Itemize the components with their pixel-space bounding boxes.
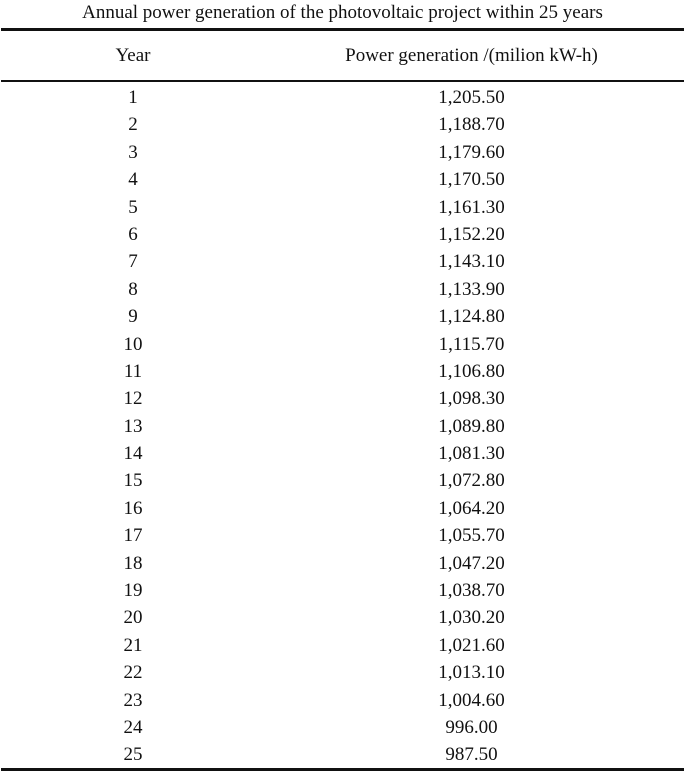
year-cell: 24 bbox=[123, 716, 143, 738]
table-row bbox=[0, 413, 685, 440]
table-row bbox=[0, 194, 685, 221]
table-row bbox=[0, 303, 685, 330]
table-row bbox=[0, 166, 685, 193]
year-cell: 14 bbox=[123, 443, 143, 465]
year-cell: 4 bbox=[128, 169, 138, 191]
column-header-year: Year bbox=[115, 45, 151, 66]
table-top-rule bbox=[1, 28, 684, 31]
table-caption: Annual power generation of the photovoltaic project within 25 years bbox=[82, 2, 603, 23]
table-row bbox=[0, 440, 685, 467]
table-row bbox=[0, 139, 685, 166]
power-generation-cell: 1,124.80 bbox=[438, 306, 505, 328]
year-cell: 5 bbox=[128, 196, 138, 218]
power-generation-cell: 996.00 bbox=[445, 716, 498, 738]
table-row bbox=[0, 84, 685, 111]
table-row bbox=[0, 495, 685, 522]
table-row bbox=[0, 659, 685, 686]
power-generation-cell: 1,038.70 bbox=[438, 580, 505, 602]
year-cell: 9 bbox=[128, 306, 138, 328]
table-row bbox=[0, 714, 685, 741]
power-generation-cell: 1,152.20 bbox=[438, 223, 505, 245]
power-generation-cell: 1,115.70 bbox=[438, 333, 505, 355]
power-generation-cell: 1,047.20 bbox=[438, 552, 505, 574]
power-generation-cell: 1,143.10 bbox=[438, 251, 505, 273]
year-cell: 8 bbox=[128, 278, 138, 300]
power-generation-cell: 1,064.20 bbox=[438, 497, 505, 519]
year-cell: 16 bbox=[123, 497, 143, 519]
year-cell: 22 bbox=[123, 662, 143, 684]
year-cell: 12 bbox=[123, 388, 143, 410]
table-header-rule bbox=[1, 80, 684, 82]
power-generation-cell: 1,081.30 bbox=[438, 443, 505, 465]
power-generation-cell: 1,188.70 bbox=[438, 114, 505, 136]
table-row bbox=[0, 604, 685, 631]
year-cell: 13 bbox=[123, 415, 143, 437]
power-generation-cell: 1,170.50 bbox=[438, 169, 505, 191]
table-row bbox=[0, 358, 685, 385]
table-row bbox=[0, 276, 685, 303]
power-generation-cell: 1,072.80 bbox=[438, 470, 505, 492]
power-generation-cell: 1,004.60 bbox=[438, 689, 505, 711]
year-cell: 10 bbox=[123, 333, 143, 355]
table-header-row bbox=[0, 44, 685, 68]
table-bottom-rule bbox=[1, 768, 684, 771]
year-cell: 1 bbox=[128, 87, 138, 108]
table-row bbox=[0, 111, 685, 138]
year-cell: 25 bbox=[123, 744, 143, 766]
power-generation-cell: 1,055.70 bbox=[438, 525, 505, 547]
power-generation-cell: 987.50 bbox=[445, 744, 498, 766]
year-cell: 18 bbox=[123, 552, 143, 574]
year-cell: 2 bbox=[128, 114, 138, 136]
power-generation-cell: 1,030.20 bbox=[438, 607, 505, 629]
year-cell: 19 bbox=[123, 580, 143, 602]
year-cell: 21 bbox=[123, 634, 143, 656]
table-row bbox=[0, 550, 685, 577]
year-cell: 6 bbox=[128, 223, 138, 245]
table-row bbox=[0, 385, 685, 412]
table-row bbox=[0, 687, 685, 714]
year-cell: 17 bbox=[123, 525, 143, 547]
power-generation-cell: 1,133.90 bbox=[438, 278, 505, 300]
table-row bbox=[0, 331, 685, 358]
year-cell: 23 bbox=[123, 689, 143, 711]
year-cell: 11 bbox=[123, 360, 143, 382]
table-row bbox=[0, 577, 685, 604]
power-generation-cell: 1,179.60 bbox=[438, 141, 505, 163]
year-cell: 20 bbox=[123, 607, 143, 629]
power-generation-cell: 1,021.60 bbox=[438, 634, 505, 656]
column-header-power-generation: Power generation /(milion kW-h) bbox=[345, 45, 598, 66]
power-generation-cell: 1,089.80 bbox=[438, 415, 505, 437]
year-cell: 3 bbox=[128, 141, 138, 163]
table-row bbox=[0, 632, 685, 659]
power-generation-cell: 1,161.30 bbox=[438, 196, 505, 218]
power-generation-cell: 1,106.80 bbox=[438, 360, 505, 382]
table-row bbox=[0, 522, 685, 549]
year-cell: 7 bbox=[128, 251, 138, 273]
table-body bbox=[0, 84, 685, 769]
table-row bbox=[0, 741, 685, 768]
year-cell: 15 bbox=[123, 470, 143, 492]
power-generation-cell: 1,013.10 bbox=[438, 662, 505, 684]
table-row bbox=[0, 467, 685, 494]
power-generation-cell: 1,098.30 bbox=[438, 388, 505, 410]
table-row bbox=[0, 221, 685, 248]
power-generation-cell: 1,205.50 bbox=[438, 87, 505, 108]
table-row bbox=[0, 248, 685, 275]
